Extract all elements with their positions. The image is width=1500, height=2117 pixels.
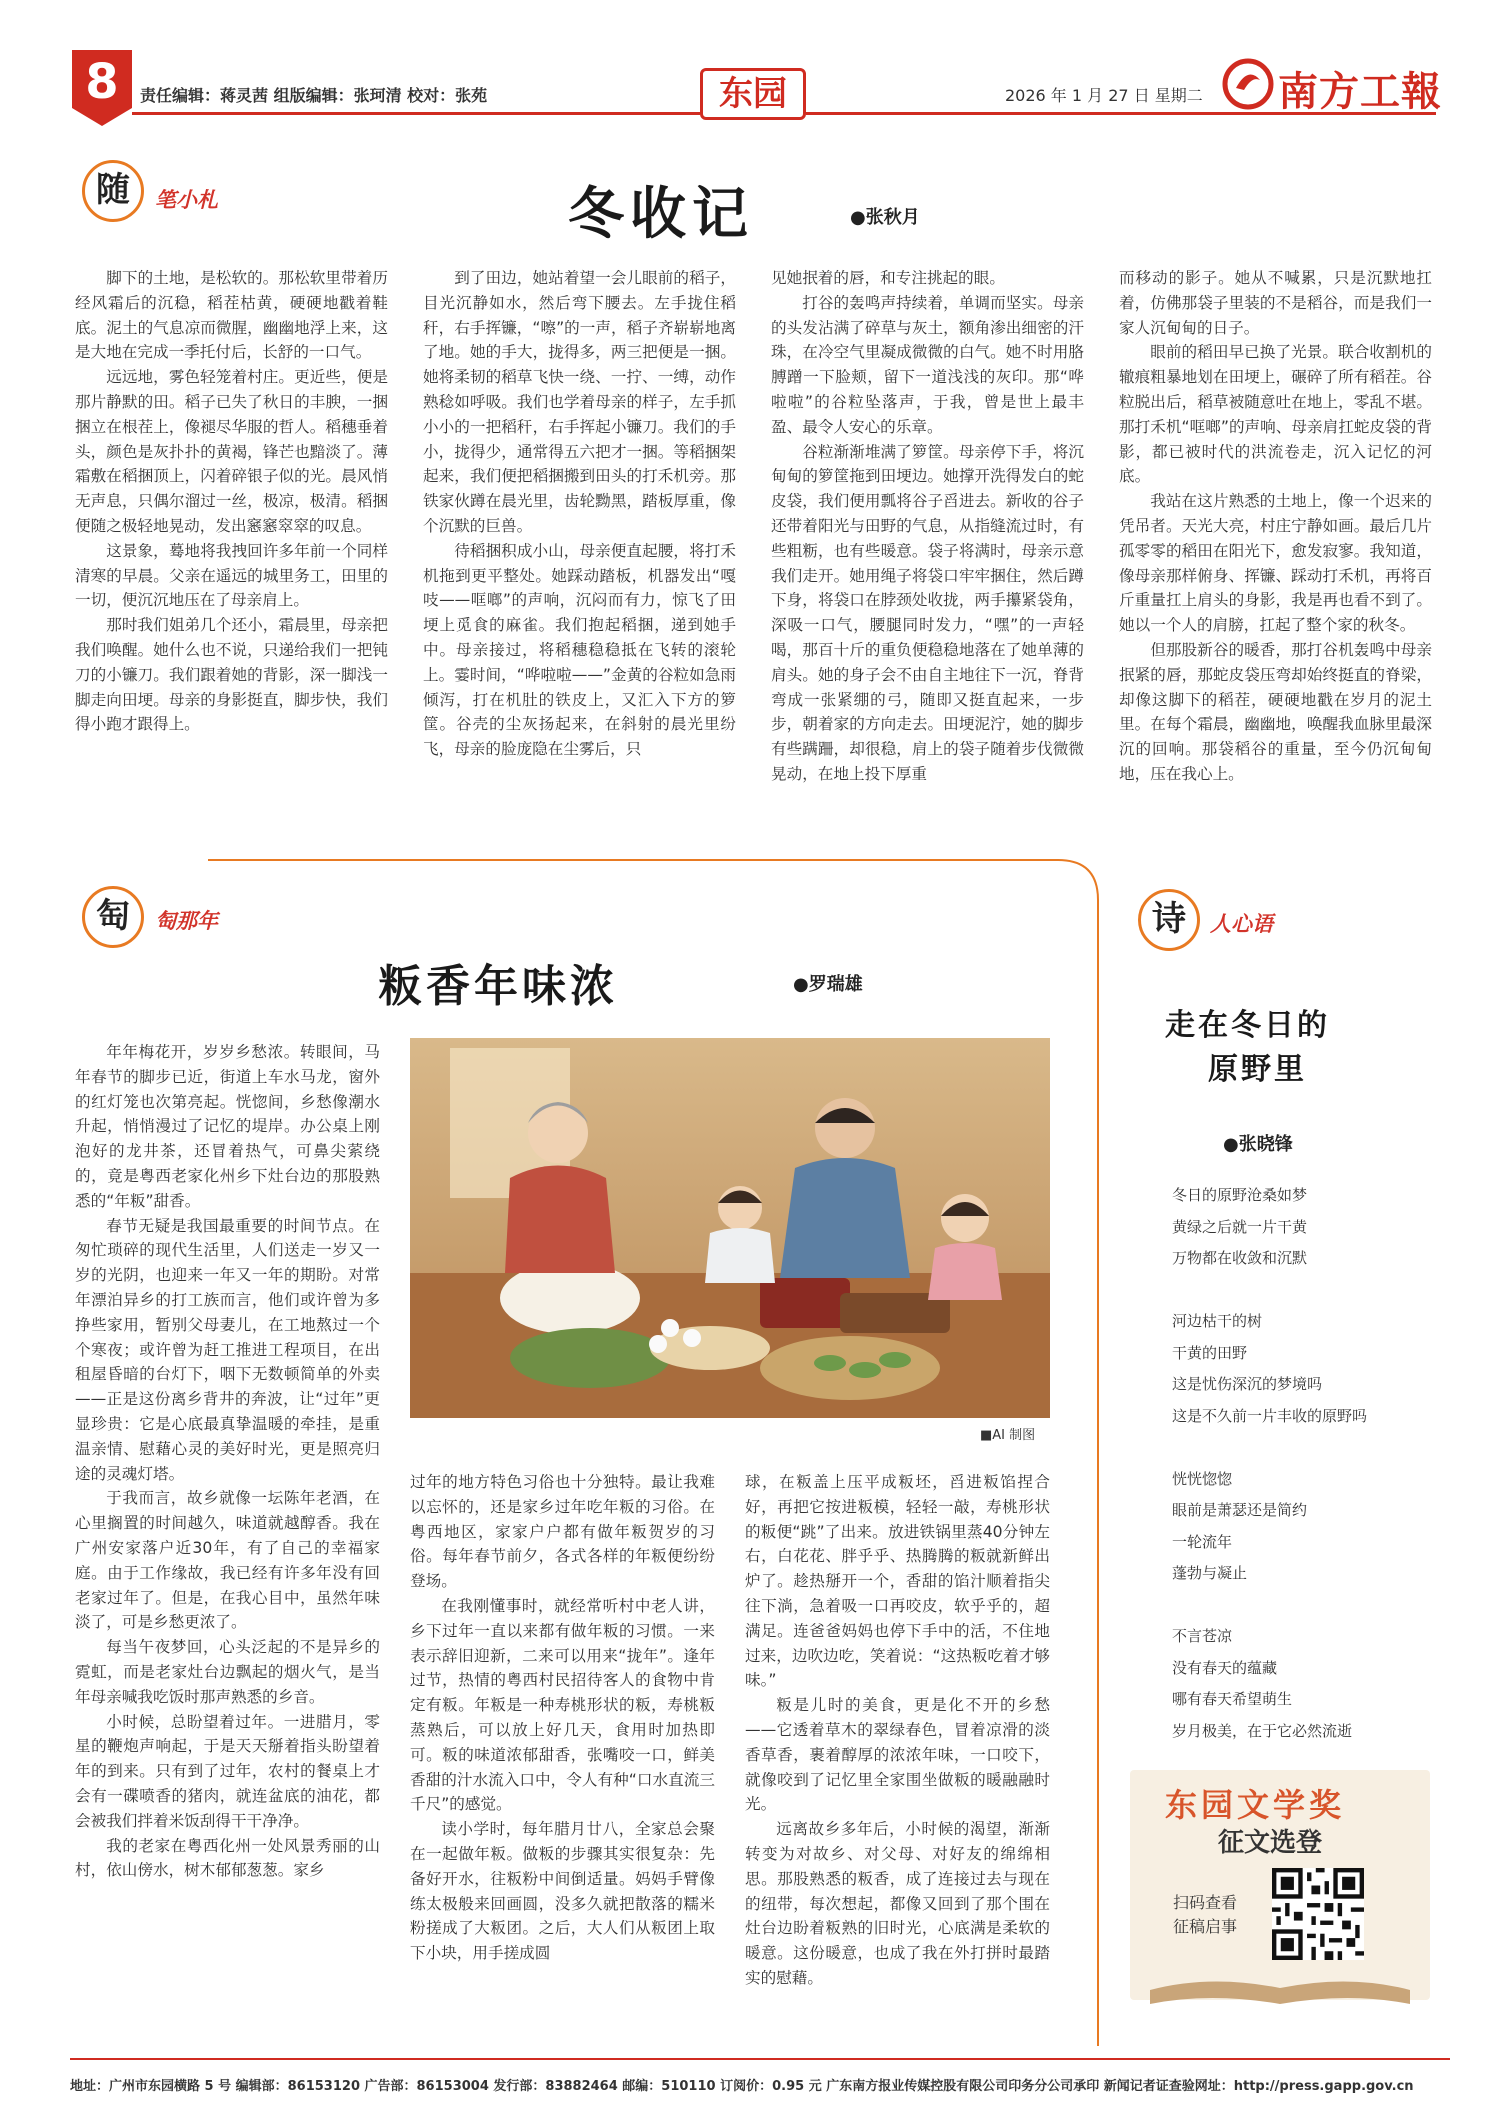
paragraph: 球，在粄盖上压平成粄坯，舀进粄馅捏合好，再把它按进粄模，轻轻一敲，寿桃形状的粄便“跳”了出来。放进铁锅里蒸40分钟左右，白花花、胖乎乎、热腾腾的粄就新鲜出炉了。趁热掰开一个，香甜的馅汁顺着指尖往下淌，急着吸一口再咬皮，软乎乎的，超满足。连爸爸妈妈也停下手中的活，不住地过来，边吹边吃，笑着说：“这热粄吃着才够味。” <box>745 1473 1050 1690</box>
paragraph: 我的老家在粤西化州一处风景秀丽的山村，依山傍水，树木郁郁葱葱。家乡 <box>75 1836 380 1880</box>
paragraph: 春节无疑是我国最重要的时间节点。在匆忙琐碎的现代生活里，人们送走一岁又一岁的光阴，也迎来一年又一年的期盼。对常年漂泊异乡的打工族而言，他们或许曾为多挣些家用，暂别父母妻儿，在工地熬过一个个寒夜；或许曾为赶工推进工程项目，在出租屋昏暗的台灯下，咽下无数顿简单的外卖——正是这份离乡背井的奔波，让“过年”更显珍贵：它是心底最真挚温暖的牵挂，是重温亲情、慰藉心灵的美好时光，更是照亮归途的灵魂灯塔。 <box>75 1216 380 1483</box>
poem-body <box>1172 1180 1452 1747</box>
footer-rule <box>70 2058 1450 2060</box>
stanza-break <box>1172 1432 1452 1464</box>
section-title: 东园 <box>700 68 806 120</box>
article-column <box>75 1040 380 2000</box>
newspaper-logo-icon <box>1222 58 1274 110</box>
column-name: 笔小札 <box>155 187 218 212</box>
promo-qr-text: 征稿启事 <box>1173 1917 1238 1936</box>
promo-title: 东园文学奖 <box>1165 1786 1346 1824</box>
poem-line: 河边枯干的树 <box>1172 1312 1263 1330</box>
paragraph: 年年梅花开，岁岁乡愁浓。转眼间，马年春节的脚步已近，街道上车水马龙，窗外的红灯笼也次第亮起。恍惚间，乡愁像潮水升起，悄悄漫过了记忆的堤岸。办公桌上刚泡好的龙井茶，还冒着热气，可鼻尖萦绕的，竟是粤西老家化州乡下灶台边的那股熟悉的“年粄”甜香。 <box>75 1043 380 1210</box>
paragraph: 那时我们姐弟几个还小，霜晨里，母亲把我们唤醒。她什么也不说，只递给我们一把钝刀的小镰刀。我们跟着她的背影，深一脚浅一脚走向田埂。母亲的身影挺直，脚步快，我们得小跑才跟得上。 <box>75 616 388 734</box>
poem-title-line2: 原野里 <box>1208 1052 1307 1087</box>
poem-line: 万物都在收敛和沉默 <box>1172 1249 1308 1267</box>
poem-title-line1: 走在冬日的 <box>1165 1008 1330 1043</box>
paragraph: 打谷的轰鸣声持续着，单调而坚实。母亲的头发沾满了碎草与灰土，额角渗出细密的汗珠，在冷空气里凝成微微的白气。她不时用胳膊蹭一下脸颊，留下一道浅浅的灰印。那“哗啦啦”的谷粒坠落声，于我，曾是世上最丰盈、最令人安心的乐章。 <box>771 293 1084 436</box>
paragraph: 粄是儿时的美食，更是化不开的乡愁——它透着草木的翠绿春色，冒着凉滑的淡香草香，裹着醇厚的浓浓年味，一口咬下，就像咬到了记忆里全家围坐做粄的暖融融时光。 <box>745 1696 1050 1814</box>
book-decoration-icon <box>1130 1970 1430 2010</box>
poem-line: 这是忧伤深沉的梦境吗 <box>1172 1375 1323 1393</box>
paragraph: 眼前的稻田早已换了光景。联合收割机的辙痕粗暴地划在田埂上，碾碎了所有稻茬。谷粒脱出后，稻草被随意吐在地上，零乱不堪。那打禾机“哐啷”的声响、母亲肩扛蛇皮袋的背影，都已被时代的洪流卷走，沉入记忆的河底。 <box>1119 343 1432 486</box>
paragraph: 小时候，总盼望着过年。一进腊月，零星的鞭炮声响起，于是天天掰着指头盼望着年的到来。只有到了过年，农村的餐桌上才会有一碟喷香的猪肉，就连盆底的油花，都会被我们拌着米饭刮得干干净净。 <box>75 1712 380 1830</box>
image-caption: ■AI 制图 <box>980 1428 1036 1443</box>
paragraph: 读小学时，每年腊月廿八，全家总会聚在一起做年粄。做粄的步骤其实很复杂：先备好开水，往粄粉中间倒适量。妈妈手臂像练太极般来回画圆，没多久就把散落的糯米粉搓成了大粄团。之后，大人们从粄团上取下小块，用手搓成圆 <box>410 1820 715 1963</box>
article-column <box>745 1470 1050 2000</box>
paragraph: 而移动的影子。她从不喊累，只是沉默地扛着，仿佛那袋子里装的不是稻谷，而是我们一家人沉甸甸的日子。 <box>1119 269 1432 337</box>
poem-line: 冬日的原野沧桑如梦 <box>1172 1186 1308 1204</box>
article-title: 粄香年味浓 <box>378 961 618 1012</box>
article-column <box>75 266 388 836</box>
column-badge-tao: 匋 <box>82 886 144 948</box>
article-title: 冬收记 <box>568 181 754 247</box>
page-number: 8 <box>85 54 119 110</box>
promo-subtitle: 征文选登 <box>1218 1828 1323 1858</box>
header-rule-left <box>132 112 700 115</box>
poem-line: 蓬勃与凝止 <box>1172 1564 1248 1582</box>
paragraph: 但那股新谷的暖香，那打谷机轰鸣中母亲抿紧的唇，那蛇皮袋压弯却始终挺直的脊梁，却像这脚下的稻茬，硬硬地戳在岁月的泥土里。在每个霜晨，幽幽地，唤醒我血脉里最深沉的回响。那袋稻谷的重量，至今仍沉甸甸地，压在我心上。 <box>1119 640 1432 783</box>
issue-date: 2026 年 1 月 27 日 星期二 <box>1005 86 1203 105</box>
column-badge-shi: 诗 <box>1138 889 1200 951</box>
article-column <box>410 1470 715 2000</box>
byline: ●罗瑞雄 <box>793 974 863 995</box>
qr-code-icon[interactable] <box>1272 1868 1364 1960</box>
column-name: 匋那年 <box>155 908 218 933</box>
paragraph: 在我刚懂事时，就经常听村中老人讲，乡下过年一直以来都有做年粄的习惯。一来表示辞旧迎新，二来可以用来“拢年”。逢年过节，热情的粤西村民招待客人的食物中肯定有粄。年粄是一种寿桃形状的粄，寿桃粄蒸熟后，可以放上好几天，食用时加热即可。粄的味道浓郁甜香，张嘴咬一口，鲜美香甜的汁水流入口中，令人有种“口水直流三千尺”的感觉。 <box>410 1596 715 1814</box>
byline: ●张晓锋 <box>1223 1134 1293 1155</box>
poem-line: 眼前是萧瑟还是简约 <box>1172 1501 1308 1519</box>
column-badge-sui: 随 <box>82 160 144 222</box>
poem-line: 干黄的田野 <box>1172 1343 1248 1362</box>
stanza-break <box>1172 1590 1452 1622</box>
byline: ●张秋月 <box>850 207 920 228</box>
editor-credits: 责任编辑：蒋灵茜 组版编辑：张珂清 校对：张苑 <box>140 86 488 105</box>
paragraph: 远远地，雾色轻笼着村庄。更近些，便是那片静默的田。稻子已失了秋日的丰腴，一捆捆立在根茬上，像褪尽华服的哲人。稻穗垂着头，颜色是灰扑扑的黄褐，锋芒也黯淡了。薄霜敷在稻捆顶上，闪着碎银子似的光。晨风悄无声息，只偶尔溜过一丝，极凉，极清。稻捆便随之极轻地晃动，发出窸窸窣窣的叹息。 <box>75 368 388 535</box>
article-column <box>1119 266 1432 836</box>
paragraph: 到了田边，她站着望一会儿眼前的稻子，目光沉静如水，然后弯下腰去。左手拢住稻秆，右手挥镰，“嚓”的一声，稻子齐崭崭地离了地。她的手大，拢得多，两三把便是一捆。她将柔韧的稻草飞快一绕、一拧、一缚，动作熟稔如呼吸。我们也学着母亲的样子，左手抓小小的一把稻秆，右手挥起小镰刀。我们的手小，拢得少，通常得五六把才一捆。等稻捆架起来，我们便把稻捆搬到田头的打禾机旁。那铁家伙蹲在晨光里，齿轮黝黑，踏板厚重，像个沉默的巨兽。 <box>423 269 736 535</box>
poem-line: 黄绿之后就一片干黄 <box>1172 1217 1308 1236</box>
poem-line: 没有春天的蕴藏 <box>1172 1658 1278 1677</box>
paragraph: 待稻捆积成小山，母亲便直起腰，将打禾机拖到更平整处。她踩动踏板，机器发出“嘎吱——哐啷”的声响，沉闷而有力，惊飞了田埂上觅食的麻雀。我们抱起稻捆，递到她手中。母亲接过，将稻穗稳稳抵在飞转的滚轮上。霎时间，“哗啦啦——”金黄的谷粒如急雨倾泻，打在机肚的铁皮上，又汇入下方的箩筐。谷壳的尘灰扬起来，在斜射的晨光里纷飞，母亲的脸庞隐在尘雾后，只 <box>423 541 736 759</box>
paragraph: 每当午夜梦回，心头泛起的不是异乡的霓虹，而是老家灶台边飘起的烟火气，是当年母亲喊我吃饭时那声熟悉的乡音。 <box>75 1638 380 1706</box>
paragraph: 脚下的土地，是松软的。那松软里带着历经风霜后的沉稳，稻茬枯黄，硬硬地戳着鞋底。泥土的气息凉而微腥，幽幽地浮上来，这是大地在完成一季托付后，长舒的一口气。 <box>75 269 388 362</box>
paragraph: 见她抿着的唇，和专注挑起的眼。 <box>771 269 1005 287</box>
article-column <box>771 266 1084 836</box>
paragraph: 我站在这片熟悉的土地上，像一个迟来的凭吊者。天光大亮，村庄宁静如画。最后几片孤零零的稻田在阳光下，愈发寂寥。我知道，像母亲那样俯身、挥镰、踩动打禾机，再将百斤重量扛上肩头的身影，我是再也看不到了。她以一个人的肩膀，扛起了整个家的秋冬。 <box>1119 492 1432 635</box>
paragraph: 谷粒渐渐堆满了箩筐。母亲停下手，将沉甸甸的箩筐拖到田埂边。她撑开洗得发白的蛇皮袋，我们便用瓢将谷子舀进去。新收的谷子还带着阳光与田野的气息，从指缝流过时，有些粗粝，也有些暖意。袋子将满时，母亲示意我们走开。她用绳子将袋口牢牢捆住，然后蹲下身，将袋口在脖颈处收拢，两手攥紧袋角，深吸一口气，腰腿同时发力，“嘿”的一声轻喝，那百十斤的重负便稳稳地落在了她单薄的肩头。她的身子会不由自主地往下一沉，脊背弯成一张紧绷的弓，随即又挺直起来，一步步，朝着家的方向走去。田埂泥泞，她的脚步有些蹒跚，却很稳，肩上的袋子随着步伐微微晃动，在地上投下厚重 <box>771 442 1084 783</box>
poem-line: 一轮流年 <box>1172 1532 1233 1551</box>
illustration-family-making-cakes <box>410 1038 1050 1418</box>
paragraph: 于我而言，故乡就像一坛陈年老酒，在心里搁置的时间越久，味道就越醇香。我在广州安家落户近30年，有了自己的幸福家庭。由于工作缘故，我已经有许多年没有回老家过年了。但是，在我心目中，虽然年味淡了，可是乡愁更浓了。 <box>75 1489 380 1632</box>
article-column <box>423 266 736 836</box>
stanza-break <box>1172 1275 1452 1307</box>
paragraph: 这景象，蓦地将我拽回许多年前一个同样清寒的早晨。父亲在遥远的城里务工，田里的一切，便沉沉地压在了母亲肩上。 <box>75 541 388 610</box>
poem-line: 这是不久前一片丰收的原野吗 <box>1172 1406 1368 1425</box>
paragraph: 远离故乡多年后，小时候的渴望，渐渐转变为对故乡、对父母、对好友的绵绵相思。那股熟悉的粄香，成了连接过去与现在的纽带，每次想起，都像又回到了那个围在灶台边盼着粄熟的旧时光，心底满是柔软的暖意。这份暖意，也成了我在外打拼时最踏实的慰藉。 <box>745 1820 1050 1987</box>
poem-line: 岁月极美，在于它必然流逝 <box>1172 1721 1353 1740</box>
poem-line: 不言苍凉 <box>1172 1627 1233 1645</box>
column-name: 人心语 <box>1210 911 1273 936</box>
newspaper-name: 南方工報 <box>1278 68 1442 115</box>
footer-info: 地址：广州市东园横路 5 号 编辑部：86153120 广告部：86153004 发行部：83882464 邮编：510110 订阅价：0.95 元 广东南方报业传媒控股有限公司印务分公司承印 新闻记者证查验网址：http://press.gapp.gov.cn <box>70 2079 1414 2094</box>
poem-line: 恍恍惚惚 <box>1172 1469 1233 1488</box>
poem-line: 哪有春天希望萌生 <box>1172 1690 1293 1708</box>
promo-qr-text: 扫码查看 <box>1173 1893 1238 1912</box>
paragraph: 过年的地方特色习俗也十分独特。最让我难以忘怀的，还是家乡过年吃年粄的习俗。在粤西地区，家家户户都有做年粄贺岁的习俗。每年春节前夕，各式各样的年粄便纷纷登场。 <box>410 1473 715 1591</box>
